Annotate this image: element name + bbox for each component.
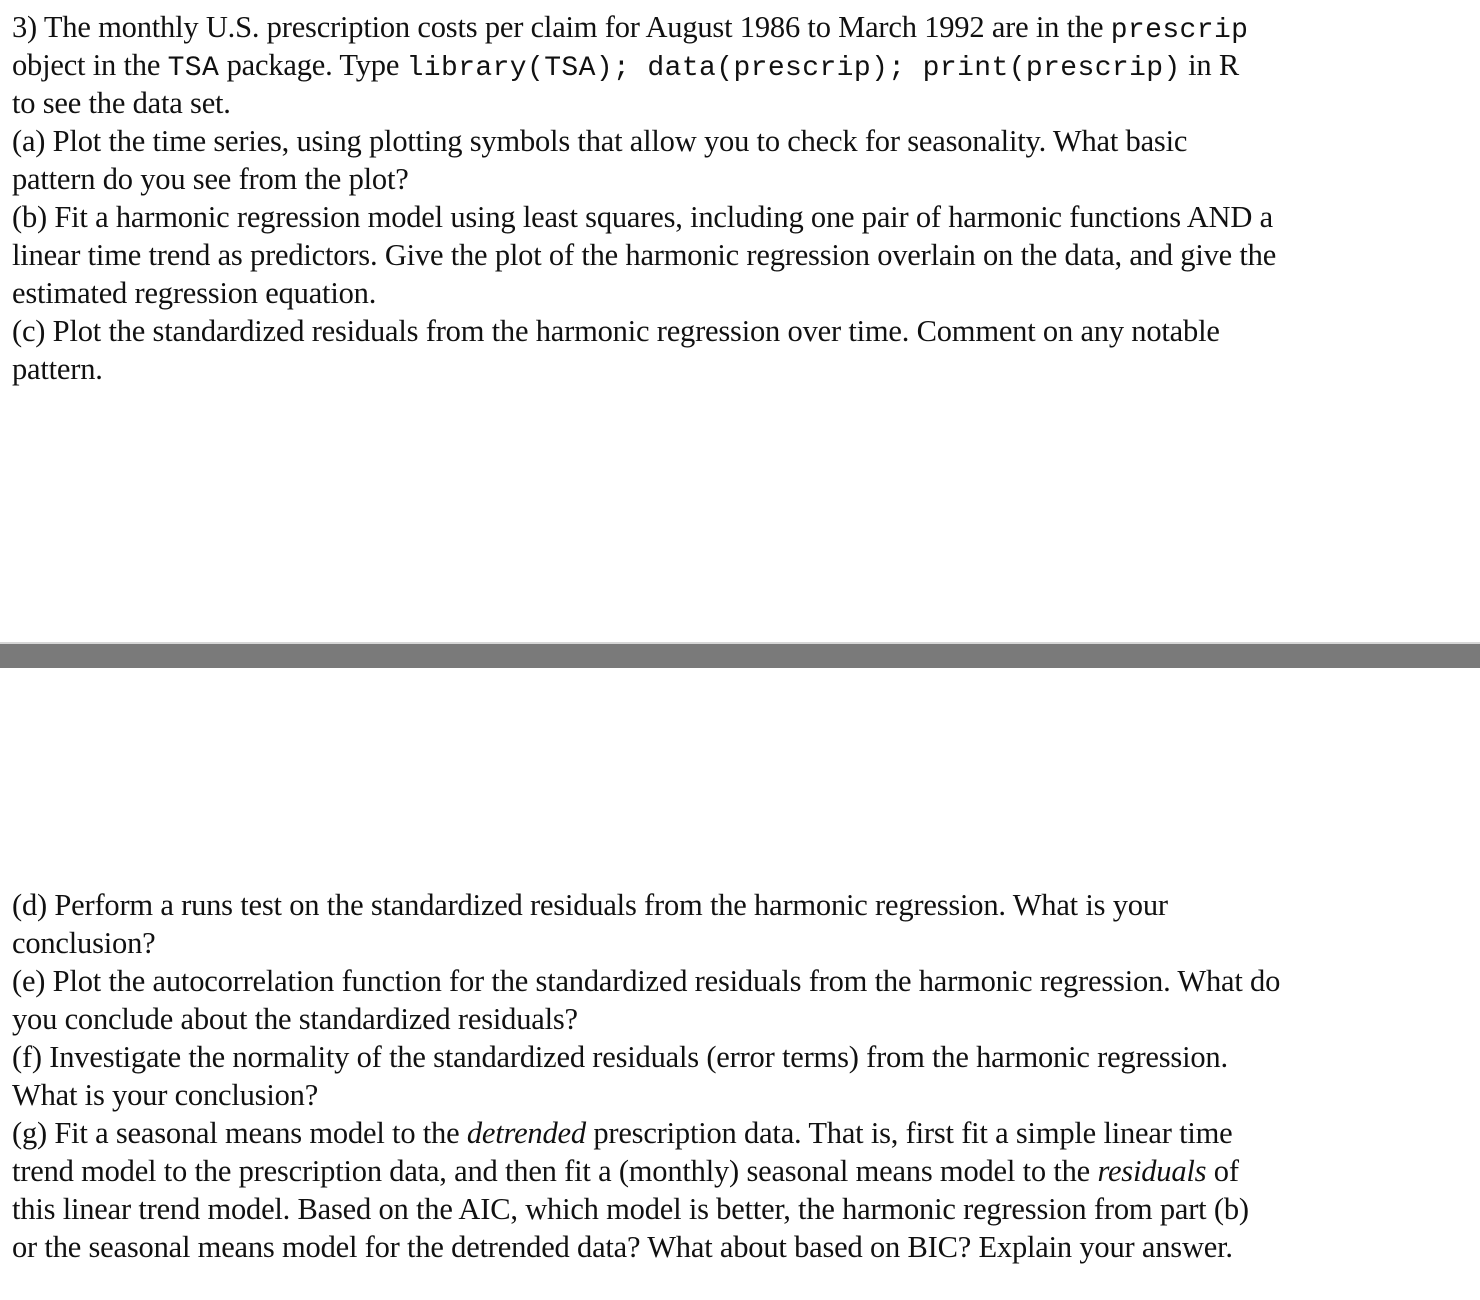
text-line: pattern. (12, 352, 103, 386)
part-g-text: (g) Fit a seasonal means model to the detrended prescription data. That is, first fit a simple linear time (12, 1116, 1233, 1150)
part-d-text: (d) Perform a runs test on the standardized residuals from the harmonic regression. What is your (12, 888, 1168, 922)
text-line: object in the TSA package. Type library(TSA); data(prescrip); print(prescrip) in R (12, 48, 1240, 84)
part-b-text: (b) Fit a harmonic regression model using least squares, including one pair of harmonic functions AND a (12, 200, 1273, 234)
text-line: to see the data set. (12, 86, 231, 120)
text-line: conclusion? (12, 926, 156, 960)
text-line: or the seasonal means model for the detrended data? What about based on BIC? Explain your answer. (12, 1230, 1233, 1264)
text-line: this linear trend model. Based on the AIC, which model is better, the harmonic regression from part (b) (12, 1192, 1249, 1226)
part-c-text: (c) Plot the standardized residuals from the harmonic regression over time. Comment on any notable (12, 314, 1220, 348)
page-divider (0, 642, 1480, 668)
problem-3-continued-text (12, 886, 1472, 1266)
text-line: trend model to the prescription data, and then fit a (monthly) seasonal means model to the residuals of (12, 1154, 1239, 1188)
problem-3-text (12, 8, 1472, 388)
part-e-text: (e) Plot the autocorrelation function for the standardized residuals from the harmonic regression. What do (12, 964, 1281, 998)
text-line: linear time trend as predictors. Give the plot of the harmonic regression overlain on the data, and give the (12, 238, 1277, 272)
emphasis-residuals: residuals (1097, 1154, 1207, 1188)
text-line: you conclude about the standardized residuals? (12, 1002, 578, 1036)
text-line: pattern do you see from the plot? (12, 162, 409, 196)
text-line: 3) The monthly U.S. prescription costs per claim for August 1986 to March 1992 are in the prescrip (12, 10, 1249, 46)
part-a-text: (a) Plot the time series, using plotting symbols that allow you to check for seasonality. What basic (12, 124, 1188, 158)
code-prescrip: prescrip (1110, 15, 1249, 46)
text-line: estimated regression equation. (12, 276, 377, 310)
code-r-command: library(TSA); data(prescrip); print(prescrip) (406, 53, 1181, 84)
emphasis-detrended: detrended (466, 1116, 586, 1150)
part-f-text: (f) Investigate the normality of the standardized residuals (error terms) from the harmonic regression. (12, 1040, 1228, 1074)
code-tsa: TSA (167, 53, 220, 84)
text-line: What is your conclusion? (12, 1078, 319, 1112)
